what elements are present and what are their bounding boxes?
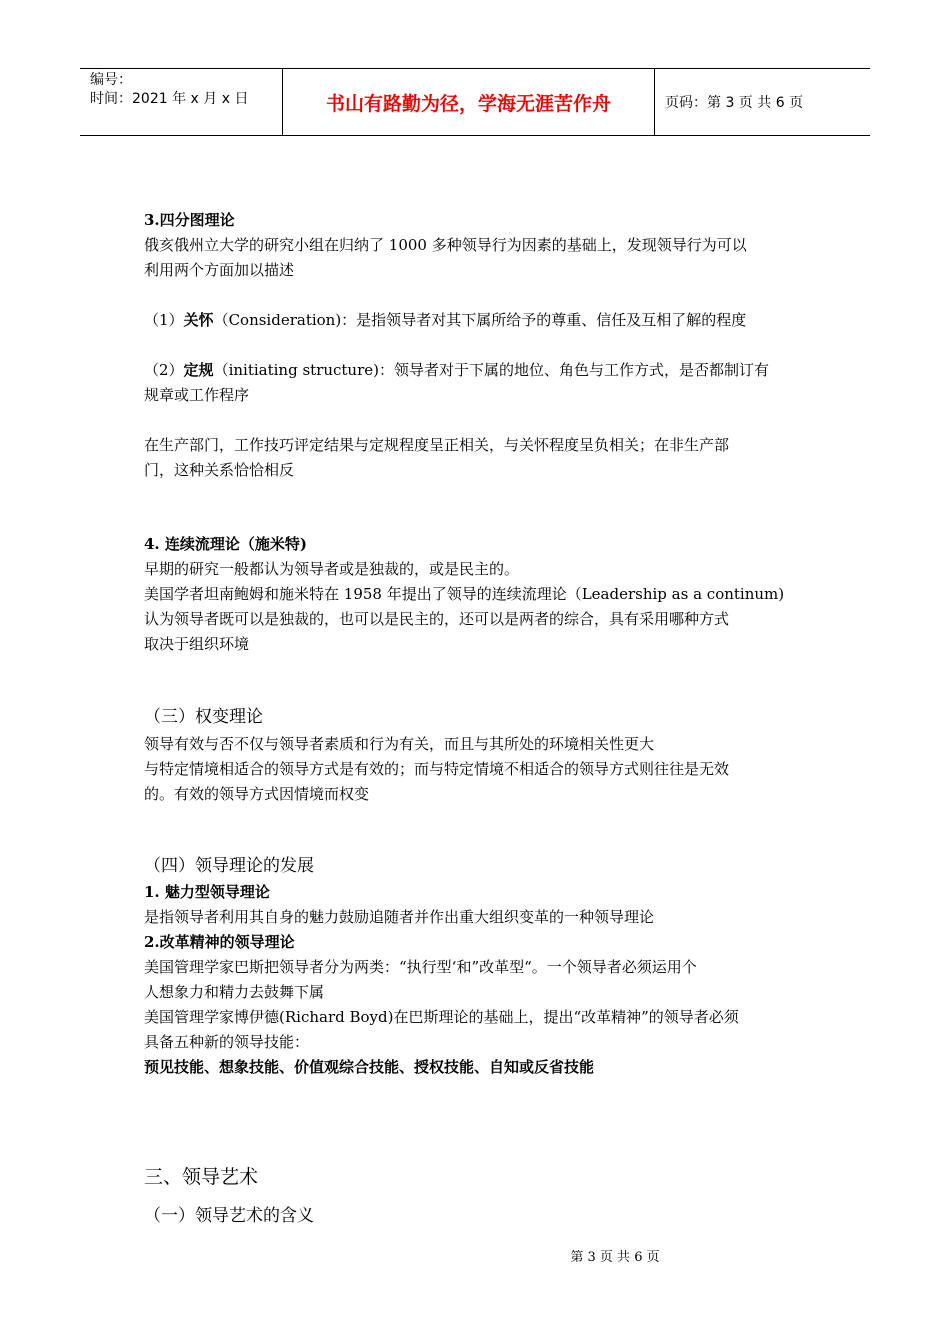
- header-date-label: 时间：2021 年 x 月 x 日: [90, 91, 249, 107]
- page-header: [80, 68, 870, 136]
- paragraph-line: 门，这种关系恰恰相反: [144, 461, 295, 479]
- section-title-four-quadrant: 3.四分图理论: [144, 211, 235, 229]
- paragraph-line: 俄亥俄州立大学的研究小组在归纳了 1000 多种领导行为因素的基础上，发现领导行为可以: [144, 236, 747, 254]
- list-item-term: 关怀: [183, 311, 214, 329]
- paragraph-line: 在生产部门，工作技巧评定结果与定规程度呈正相关，与关怀程度呈负相关；在非生产部: [144, 436, 730, 454]
- skills-list: 预见技能、想象技能、价值观综合技能、授权技能、自知或反省技能: [144, 1058, 595, 1076]
- paragraph-line: 具备五种新的领导技能：: [144, 1033, 310, 1051]
- paragraph-line: 是指领导者利用其自身的魅力鼓励追随者并作出重大组织变革的一种领导理论: [144, 908, 655, 926]
- list-item-prefix: （2）: [144, 361, 184, 379]
- list-item-term: 定规: [183, 361, 214, 379]
- header-number-label: 编号：: [90, 72, 132, 88]
- list-item-consideration: [144, 310, 746, 330]
- paragraph-line: 的。有效的领导方式因情境而权变: [144, 785, 370, 803]
- section-title-transformational: 2.改革精神的领导理论: [144, 933, 295, 951]
- list-item-text: （Consideration)：是指领导者对其下属所给予的尊重、信任及互相了解的程度: [213, 311, 747, 329]
- paragraph-line: 取决于组织环境: [144, 635, 250, 653]
- header-motto-cell: [282, 69, 655, 135]
- header-meta: [80, 69, 282, 135]
- paragraph-line: 早期的研究一般都认为领导者或是独裁的，或是民主的。: [144, 560, 520, 578]
- chapter-title-contingency: （三）权变理论: [144, 707, 263, 727]
- header-page-info: 页码：第 3 页 共 6 页: [665, 95, 804, 111]
- paragraph-line: 领导有效与否不仅与领导者素质和行为有关，而且与其所处的环境相关性更大: [144, 735, 655, 753]
- paragraph-line: 规章或工作程序: [144, 386, 250, 404]
- paragraph-line: 美国管理学家博伊德(Richard Boyd)在巴斯理论的基础上，提出“改革精神”的领导者必须: [144, 1008, 739, 1026]
- paragraph-line: 与特定情境相适合的领导方式是有效的；而与特定情境不相适合的领导方式则往往是无效: [144, 760, 730, 778]
- paragraph-line: 人想象力和精力去鼓舞下属: [144, 983, 325, 1001]
- section-title-continuum: 4. 连续流理论（施米特): [144, 535, 307, 553]
- list-item-text: （initiating structure)：领导者对于下属的地位、角色与工作方式，是否都制订有: [213, 361, 769, 379]
- paragraph-line: 认为领导者既可以是独裁的，也可以是民主的，还可以是两者的综合，具有采用哪种方式: [144, 610, 730, 628]
- paragraph-line: 美国管理学家巴斯把领导者分为两类：“执行型‘和”改革型“。一个领导者必须运用个: [144, 958, 697, 976]
- paragraph-line: 利用两个方面加以描述: [144, 261, 295, 279]
- page-footer: 第 3 页 共 6 页: [570, 1250, 660, 1265]
- part-title-leadership-art: 三、领导艺术: [144, 1166, 259, 1188]
- list-item-prefix: （1）: [144, 311, 184, 329]
- chapter-title-meaning: （一）领导艺术的含义: [144, 1206, 314, 1226]
- section-title-charismatic: 1. 魅力型领导理论: [144, 883, 270, 901]
- paragraph-line: 美国学者坦南鲍姆和施米特在 1958 年提出了领导的连续流理论（Leadership as a continum): [144, 585, 785, 603]
- header-motto: 书山有路勤为径，学海无涯苦作舟: [325, 92, 611, 115]
- list-item-initiating-structure: [144, 360, 769, 380]
- chapter-title-development: （四）领导理论的发展: [144, 856, 314, 876]
